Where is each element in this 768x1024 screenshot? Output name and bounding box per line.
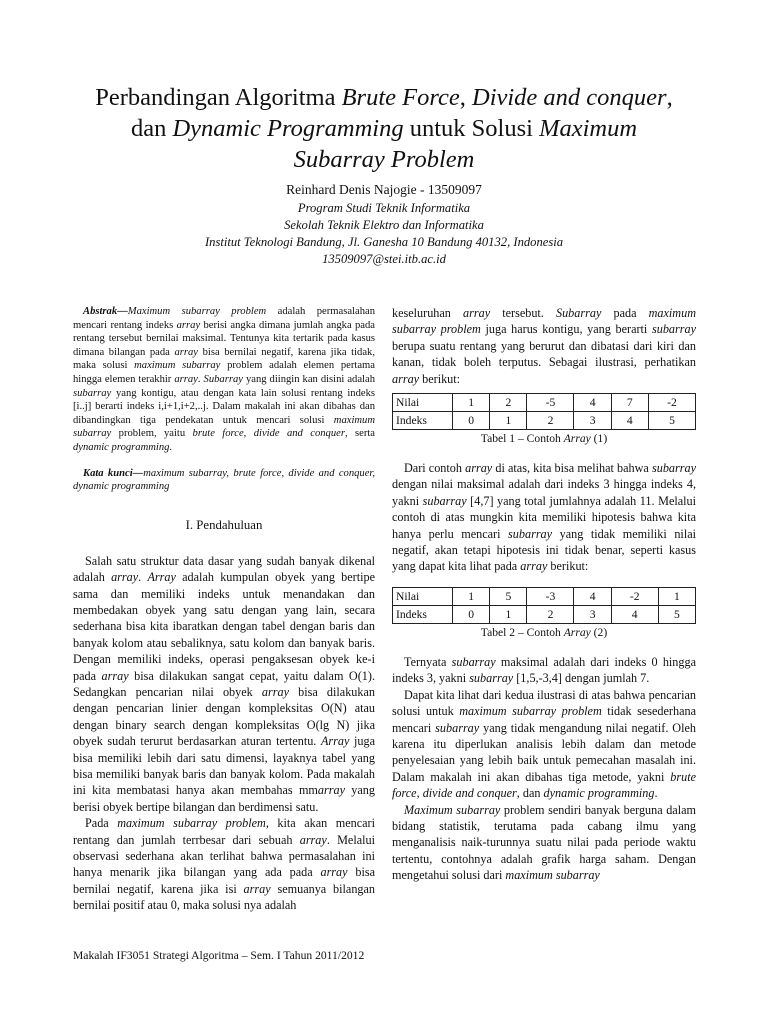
table-cell: Nilai: [393, 587, 453, 605]
keywords-label: Kata kunci: [83, 467, 133, 479]
table-cell: 4: [574, 394, 611, 412]
section-heading: I. Pendahuluan: [185, 517, 263, 532]
text: subarray: [469, 671, 514, 686]
text: array: [101, 668, 129, 683]
text: problem adalah elemen pertama hingga elemen terakhir: [73, 360, 375, 385]
text: subarray: [422, 493, 467, 508]
text: , dan: [516, 786, 544, 801]
affiliation-line: Program Studi Teknik Informatika: [297, 201, 471, 215]
text: berisi angka dimana jumlah angka pada rentang tersebut bernilai maksimal. Tentunya kita tertarik pada kasus dimana bilangan pada: [73, 319, 376, 358]
text: , kita akan mencari rentang dan jumlah terrbesar dari sebuah: [73, 816, 375, 847]
text: brute force: [392, 769, 696, 801]
text: array: [520, 559, 548, 574]
text: bisa dilakukan dengan pencarian linier dengan kompleksitas O(N) atau dengan binary search dengan kompleksitas O(lg N) jika obyek sudah terurut berdasarkan aturan tertentu.: [73, 684, 375, 749]
text: juga bisa memiliki lebih dari satu dimensi, layaknya tabel yang bisa memiliki banyak baris dan banyak kolom. Pada makalah ini kita membatasi hanya akan membahas mm: [73, 734, 375, 798]
table-caption: [392, 432, 696, 446]
title-text: Dynamic Programming: [172, 115, 404, 142]
text: [1,5,-3,4] dengan jumlah 7.: [513, 671, 650, 686]
text: Tabel 2 – Contoh: [480, 625, 564, 639]
text: pada: [601, 306, 649, 320]
text: (1): [590, 432, 608, 446]
text: adalah kumpulan obyek yang bertipe sama dan memiliki indeks untuk menandakan dan membedakan obyek yang satu dengan yang lain, secara sederhana bisa kita ibaratkan dengan tabel dengan baris dan banyak kolom atau sebaliknya, satu kolom dan banyak baris. Dengan memiliki indeks, operasi pengaksesan obyek ke-i pada: [73, 570, 375, 683]
title-text: ,: [666, 84, 673, 111]
text: Pada: [85, 816, 118, 831]
table-cell: 1: [490, 605, 527, 623]
text: , serta: [344, 428, 375, 440]
text: di atas, kita bisa melihat bahwa: [492, 461, 652, 476]
text: subarray: [651, 322, 696, 337]
table-cell: 1: [490, 412, 527, 430]
text: Array: [320, 734, 350, 749]
table-cell: 5: [490, 587, 527, 605]
paragraph: [392, 305, 696, 387]
text: array: [299, 832, 327, 847]
table-cell: Indeks: [393, 412, 453, 430]
page-footer: Makalah IF3051 Strategi Algoritma – Sem. I Tahun 2011/2012: [73, 949, 365, 962]
text: problem, yaitu: [111, 428, 193, 440]
text: maximum subarray: [134, 360, 221, 372]
text: array: [174, 346, 198, 358]
paragraph: [73, 553, 375, 816]
text: maximum subarray: [73, 414, 375, 440]
text: maximum subarray problem: [117, 816, 266, 831]
text: [4,7] yang total jumlahnya adalah 11. Melalui contoh di atas mungkin kita memiliki hipotesis bahwa kita hanya perlu mencari: [392, 493, 697, 541]
text: .: [197, 373, 204, 385]
table-row: [393, 605, 696, 623]
table-1: [392, 393, 696, 430]
table-cell: -5: [527, 394, 574, 412]
text: Maximum subarray problem: [127, 306, 267, 317]
table-cell: -2: [648, 394, 695, 412]
author-name: Reinhard Denis Najogie - 13509097: [286, 182, 482, 197]
table-cell: 3: [574, 412, 611, 430]
text: .: [169, 441, 173, 453]
text: (2): [590, 625, 608, 639]
text: divide and conquer: [422, 786, 517, 801]
text: brute force: [192, 428, 244, 440]
text: Subarray: [555, 306, 602, 320]
abstract-label: Abstrak: [83, 306, 118, 317]
text: Array: [147, 570, 176, 585]
table-cell: Indeks: [393, 605, 453, 623]
table-2: [392, 587, 696, 624]
text: array: [243, 881, 271, 896]
text: yang berisi obyek bertipe bilangan dan berdimensi satu.: [73, 783, 375, 814]
keywords-text: maximum subarray, brute force, divide and conquer, dynamic programming: [73, 467, 376, 493]
table-cell: 5: [648, 412, 695, 430]
paragraph: [392, 460, 696, 575]
text: Dari contoh: [404, 461, 466, 476]
text: berupa suatu rentang yang berurut dan dibatasi dari kiri dan kanan, tidak boleh terputus. Sebagai ilustrasi, perhatikan: [392, 338, 696, 370]
left-column: [73, 305, 375, 914]
table-cell: 1: [453, 587, 490, 605]
text: dynamic programming: [543, 786, 655, 801]
title-text: Brute Force: [341, 84, 460, 111]
text: array: [465, 461, 493, 476]
affiliation: [40, 200, 728, 268]
text: array: [176, 319, 201, 331]
abstract-dash: —: [117, 306, 128, 317]
paragraph: [73, 815, 375, 913]
text: berikut:: [547, 559, 589, 574]
title-text: ,: [459, 84, 472, 111]
text: semuanya bilangan bernilai positif atau 0, maka solusi nya adalah: [73, 881, 376, 913]
text: array: [174, 373, 198, 385]
table-cell: 0: [453, 412, 490, 430]
table-caption: [392, 626, 696, 640]
paper-title: [40, 82, 728, 175]
text: yang diingin kan disini adalah: [242, 373, 375, 385]
table-row: [393, 587, 696, 605]
text: dengan nilai maksimal adalah dari indeks 3 hingga indeks 4, yakni: [392, 477, 696, 508]
text: bisa bernilai negatif, karena jika tidak, maka solusi: [73, 346, 375, 372]
table-cell: 4: [611, 605, 658, 623]
table-cell: 3: [574, 605, 611, 623]
text: bisa bernilai negatif, karena jika isi: [73, 865, 375, 896]
spacer: [392, 446, 696, 460]
table-cell: -2: [611, 587, 658, 605]
text: dynamic programming: [73, 441, 170, 453]
spacer: [392, 640, 696, 654]
text: maximum subarray: [505, 868, 600, 883]
text: subarray: [435, 720, 480, 735]
author-email: 13509097@stei.itb.ac.id: [322, 252, 446, 266]
title-text: dan: [130, 115, 173, 142]
text: maximum subarray problem: [392, 306, 696, 337]
text: juga harus kontigu, yang berarti: [480, 322, 652, 337]
text: array: [111, 570, 139, 585]
paragraph: [392, 802, 696, 884]
text: ,: [243, 428, 254, 440]
text: yang tidak mengandung nilai negatif. Oleh karena itu diperlukan analisis lebih dalam dan metode penyelesaian yang lebih baik untuk pemecahan masalah ini. Dalam makalah ini akan dibahas tiga metode, yakni: [392, 720, 696, 784]
text: subarray: [651, 461, 696, 476]
abstract: [73, 305, 375, 455]
table-cell: 0: [453, 605, 490, 623]
text: maximum subarray problem: [459, 704, 602, 719]
table-cell: 2: [490, 394, 527, 412]
title-text: untuk Solusi: [403, 115, 540, 142]
text: array: [261, 684, 289, 699]
table-cell: 1: [453, 394, 490, 412]
text: tidak sesederhana mencari: [392, 704, 696, 735]
keywords-dash: —: [132, 467, 144, 479]
text: . Melalui observasi sederhana akan terlihat bahwa permasalahan ini hanya menarik jika bilangan yang ada pada: [73, 832, 375, 880]
text: array: [320, 865, 348, 880]
affiliation-line: Institut Teknologi Bandung, Jl. Ganesha 10 Bandung 40132, Indonesia: [204, 235, 564, 249]
text: Dapat kita lihat dari kedua ilustrasi di atas bahwa pencarian solusi untuk: [392, 687, 696, 719]
table-cell: 4: [611, 412, 648, 430]
text: .: [138, 570, 148, 585]
text: subarray: [451, 654, 496, 669]
text: yang kontigu, atau dengan kata lain solusi rentang indeks [i..j] berarti indeks i,i+1,i+2,..j. Dalam makalah ini akan dibahas dan dibandingkan tiga pendekatan untuk mencari solusi: [73, 387, 375, 426]
text: berikut:: [419, 371, 461, 386]
title-text: Maximum: [539, 115, 638, 142]
text: bisa dilakukan sangat cepat, yaitu dalam O(1). Sedangkan pencarian nilai obyek: [73, 668, 375, 699]
table-cell: 2: [527, 605, 574, 623]
keywords: [73, 467, 375, 494]
text: maksimal adalah dari indeks 0 hingga indeks 3, yakni: [392, 654, 696, 686]
text: problem sendiri banyak berguna dalam bidang statistik, terutama pada cabang ilmu yang menganalisis naik-turunnya suatu nilai pada periode waktu tertentu, contohnya adalah grafik harga saham. Dengan mengetahui solusi dari: [392, 802, 696, 883]
text: Array: [563, 625, 591, 639]
text: tersebut.: [490, 306, 556, 320]
right-column: [392, 305, 696, 884]
text: Subarray: [203, 373, 243, 385]
text: subarray: [73, 387, 112, 399]
paragraph: [392, 654, 696, 687]
text: array: [317, 783, 345, 798]
text: Ternyata: [404, 654, 452, 669]
text: ,: [416, 786, 423, 801]
table-cell: 1: [658, 587, 695, 605]
text: adalah permasalahan mencari rentang indeks: [73, 306, 375, 331]
affiliation-line: Sekolah Teknik Elektro dan Informatika: [284, 218, 484, 232]
text: Tabel 1 – Contoh: [480, 432, 564, 446]
text: divide and conquer: [253, 428, 345, 440]
table-row: [393, 412, 696, 430]
table-cell: -3: [527, 587, 574, 605]
title-text: Divide and conquer: [472, 84, 667, 111]
table-cell: 2: [527, 412, 574, 430]
title-text: Subarray Problem: [293, 146, 475, 173]
title-text: Perbandingan Algoritma: [95, 84, 342, 111]
text: keseluruhan: [392, 306, 464, 320]
table-cell: 4: [574, 587, 611, 605]
table-cell: 5: [658, 605, 695, 623]
text: array: [392, 371, 420, 386]
text: Salah satu struktur data dasar yang sudah banyak dikenal adalah: [73, 553, 375, 585]
text: subarray: [508, 526, 553, 541]
text: .: [654, 786, 658, 801]
table-row: [393, 394, 696, 412]
text: array: [463, 306, 491, 320]
paragraph: [392, 687, 696, 802]
text: Array: [563, 432, 591, 446]
text: yang tidak memiliki nilai negatif, akan tetapi hipotesis ini tidak benar, seperti kasus yang dapat kita lihat pada: [392, 526, 696, 574]
text: Maximum subarray: [404, 802, 501, 817]
table-cell: Nilai: [393, 394, 453, 412]
table-cell: 7: [611, 394, 648, 412]
